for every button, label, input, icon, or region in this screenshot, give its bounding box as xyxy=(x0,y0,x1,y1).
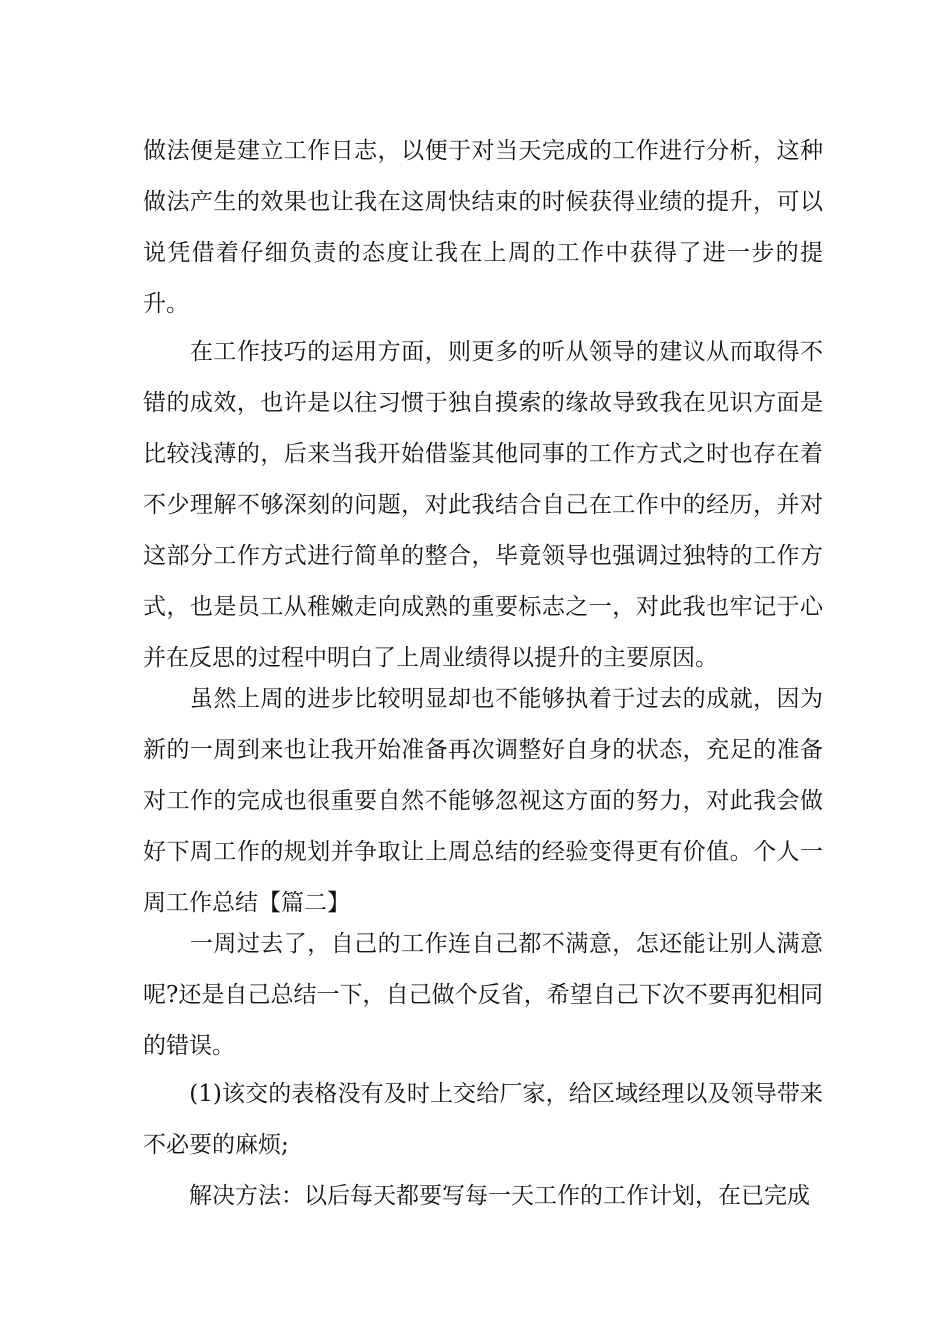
paragraph-4: 一周过去了，自己的工作连自己都不满意，怎还能让别人满意呢?还是自己总结一下，自己做个反省，希望自己下次不要再犯相同的错误。 xyxy=(143,931,823,1059)
paragraph-1: 做法便是建立工作日志，以便于对当天完成的工作进行分析，这种做法产生的效果也让我在这周快结束的时候获得业绩的提升，可以说凭借着仔细负责的态度让我在上周的工作中获得了进一步的提升。 xyxy=(143,138,823,317)
paragraph-3: 虽然上周的进步比较明显却也不能够执着于过去的成就，因为新的一周到来也让我开始准备再次调整好自身的状态，充足的准备对工作的完成也很重要自然不能够忽视这方面的努力，对此我会做好下周工作的规划并争取让上周总结的经验变得更有价值。个人一周工作总结【篇二】 xyxy=(143,686,823,916)
paragraph-5: (1)该交的表格没有及时上交给厂家，给区域经理以及领导带来不必要的麻烦; xyxy=(143,1081,823,1158)
paragraph-2: 在工作技巧的运用方面，则更多的听从领导的建议从而取得不错的成效，也许是以往习惯于独自摸索的缘故导致我在见识方面是比较浅薄的，后来当我开始借鉴其他同事的工作方式之时也存在着不少理解不够深刻的问题，对此我结合自己在工作中的经历，并对这部分工作方式进行简单的整合，毕竟领导也强调过独特的工作方式，也是员工从稚嫩走向成熟的重要标志之一，对此我也牢记于心并在反思的过程中明白了上周业绩得以提升的主要原因。 xyxy=(143,339,823,671)
paragraph-6: 解决方法：以后每天都要写每一天工作的工作计划，在已完成 xyxy=(143,1183,810,1209)
